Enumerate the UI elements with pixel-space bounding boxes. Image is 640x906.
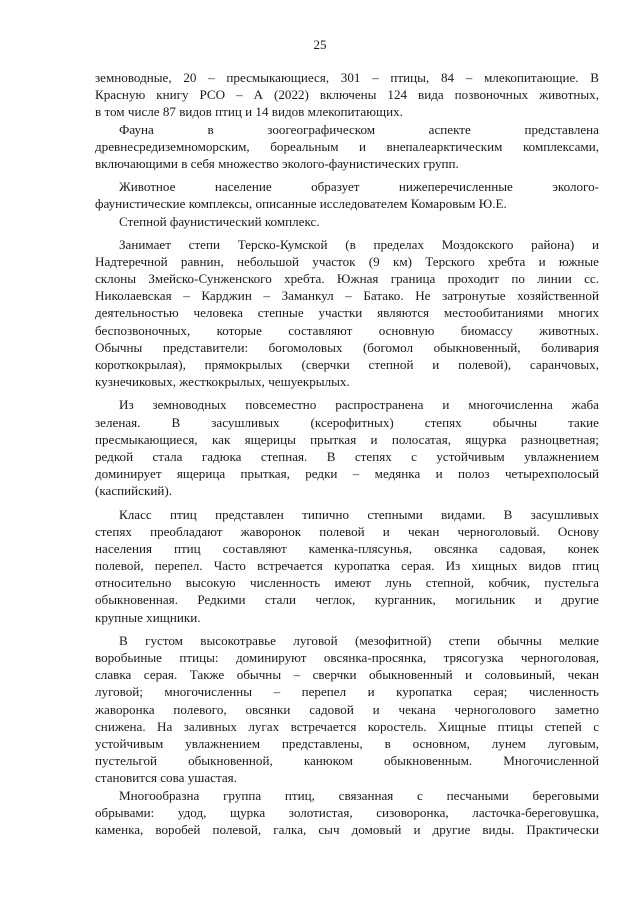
text-line: Николаевская – Карджин – Заманкул – Батако. Не затронутые хозяйственной [95,288,599,304]
text-line: Класс птиц представлен типично степными видами. В засушливых [119,506,599,522]
text-line: пустельгой обыкновенной, канюком обыкновенным. Многочисленной [95,753,599,769]
text-line: становится сова ушастая. [95,770,237,786]
text-line: беспозвоночных, которые составляют основную биомассу животных. [95,322,599,338]
paragraph [95,632,599,787]
text-line: в том числе 87 видов птиц и 14 видов млекопитающих. [95,104,403,120]
paragraph [95,178,599,212]
text-line: доминирует ящерица прыткая, редки – медянка и полоз четырехполосый [95,466,599,482]
text-line: крупные хищники. [95,609,201,625]
text-line: Обычны представители: богомоловых (богомол обыкновенный, боливария [95,339,599,355]
paragraph [95,121,599,173]
text-line: степях преобладают жаворонок полевой и чекан черноголовый. Основу [95,523,599,539]
text-line: луговой; многочисленны – перепел и куропатка серая; численность [95,684,599,700]
text-line: полевой, перепел. Часто встречается куропатка серая. Из хищных видов птиц [95,558,599,574]
text-line: воробьиные птицы: доминируют овсянка-просянка, трясогузка черноголовая, [95,650,599,665]
text-line: (каспийский). [95,483,172,499]
paragraph [95,69,599,121]
text-line: устойчивым увлажнением представлены, в основном, лунем луговым, [95,735,599,751]
text-line: обыкновенная. Редкими стали чеглок, курганник, могильник и другие [95,592,599,608]
paragraph [95,396,599,499]
text-line: Многообразна группа птиц, связанная с песчаными береговыми [119,787,599,803]
text-line: включающими в себя множество эколого-фаунистических групп. [95,155,459,171]
text-line: Надтеречной равнин, небольшой участок (9 км) Терского хребта и южные [95,253,599,269]
text-line: древнесредиземноморским, бореальным и внепалеарктическим комплексами, [95,138,599,154]
text-line: жаворонка полевого, овсянки садовой и чекана черноголового заметно [95,701,599,717]
text-line: Из земноводных повсеместно распространена и многочисленна жаба [119,397,599,413]
text-line: пресмыкающиеся, как ящерицы прыткая и полосатая, ящурка разноцветная; [95,431,599,447]
page-number: 25 [313,37,327,52]
text-line: короткокрылая), прямокрылых (сверчки степной и полевой), саранчовых, [95,357,599,372]
text-line: населения птиц составляют каменка-плясунья, овсянка садовая, конек [95,540,599,556]
paragraph [95,506,599,626]
text-line: Красную книгу РСО – А (2022) включены 124 вида позвоночных животных, [95,87,599,103]
paragraph [95,787,599,839]
text-line: Животное население образует нижеперечисленные эколого- [119,179,599,195]
paragraph [95,213,599,230]
text-line: В густом высокотравье луговой (мезофитной) степи обычны мелкие [119,632,599,648]
paragraph [95,236,599,391]
text-line: снижена. На заливных лугах встречается коростель. Хищные птицы степей с [95,718,599,734]
page-body [95,69,599,838]
text-line: Степной фаунистический комплекс. [119,213,320,229]
text-line: зеленая. В засушливых (ксерофитных) степях обычны такие [95,414,599,430]
text-line: деятельностью человека степные участки являются местообитаниями многих [95,305,599,321]
text-line: редкой стала гадюка степная. В степях с устойчивым увлажнением [95,448,599,464]
text-line: фаунистические комплексы, описанные исследователем Комаровым Ю.Е. [95,196,507,212]
text-line: склоны Змейско-Сунженского хребта. Южная граница проходит по линии сс. [95,271,599,287]
text-line: земноводные, 20 – пресмыкающиеся, 301 – птицы, 84 – млекопитающие. В [95,70,599,85]
text-line: Занимает степи Терско-Кумской (в пределах Моздокского района) и [119,236,599,252]
text-line: кузнечиковых, жесткокрылых, чешуекрылых. [95,374,350,390]
text-line: славка серая. Также обычны – сверчки обыкновенный и соловьиный, чекан [95,667,599,683]
text-line: обрывами: удод, щурка золотистая, сизоворонка, ласточка-береговушка, [95,804,599,820]
text-line: Фауна в зоогеографическом аспекте представлена [119,121,599,137]
text-line: относительно высокую численность имеют лунь степной, кобчик, пустельга [95,575,599,591]
text-line: каменка, воробей полевой, галка, сыч домовый и другие виды. Практически [95,821,599,837]
